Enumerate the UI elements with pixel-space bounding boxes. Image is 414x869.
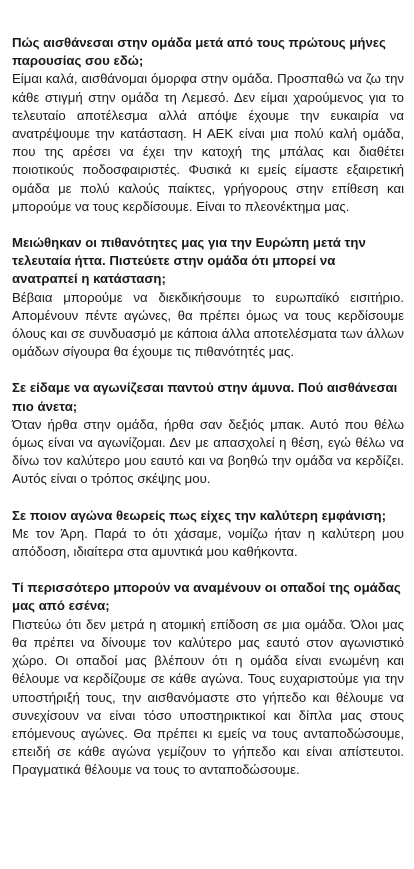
interview-answer: Βέβαια μπορούμε να διεκδικήσουμε το ευρωπαϊκό εισιτήριο. Απομένουν πέντε αγώνες, θα πρέπει όμως να τους κερδίσουμε όλους και σε συνδυασμό με κάποια άλλα αποτελέσματα των άλλων ομάδων σίγουρα θα έχουμε τις πιθανότητές μας. <box>12 289 404 360</box>
qa-block <box>12 234 404 361</box>
interview-question: Σε ποιον αγώνα θεωρείς πως είχες την καλύτερη εμφάνιση; <box>12 507 386 523</box>
interview-answer: Είμαι καλά, αισθάνομαι όμορφα στην ομάδα. Προσπαθώ να ζω την κάθε στιγμή στην ομάδα τη Λεμεσό. Δεν είμαι χαρούμενος για το τελευταίο αποτέλεσμα αλλά απόψε έχουμε την ευκαιρία να ανατρέψουμε την κατάσταση. Η ΑΕΚ είναι μια πολύ καλή ομάδα, που της αρέσει να έχει την κατοχή της μπάλας και διαθέτει ποιοτικούς ποδοσφαιριστές. Φυσικά κι εμείς είμαστε εξαιρετική ομάδα με πολύ καλούς παίκτες, γρήγορους στην επίθεση και μπορούμε να τους κερδίσουμε. Είναι το πλεονέκτημα μας. <box>12 71 404 214</box>
interview-question: Τί περισσότερο μπορούν να αναμένουν οι οπαδοί της ομάδας μας από εσένα; <box>12 580 401 614</box>
interview-question: Πώς αισθάνεσαι στην ομάδα μετά από τους πρώτους μήνες παρουσίας σου εδώ; <box>12 35 386 69</box>
interview-answer: Πιστεύω ότι δεν μετρά η ατομική επίδοση σε μια ομάδα. Όλοι μας θα πρέπει να δίνουμε τον καλύτερο μας εαυτό στον αγωνιστικό χώρο. Οι οπαδοί μας βλέπουν ότι η ομάδα είναι ενωμένη και θέλουμε να κερδίζουμε σε κάθε αγώνα. Τους ευχαριστούμε για την υποστήριξή τους, την αισθανόμαστε στο γήπεδο και θέλουμε να συνεχίσουν να είναι τόσο υποστηρικτικοί και δίπλα μας στους επόμενους αγώνες. Θα πρέπει κι εμείς να τους ανταποδώσουμε, επειδή σε κάθε αγώνα γεμίζουν το γήπεδο και είναι απίστευτοι. Πραγματικά θέλουμε να τους το ανταποδώσουμε. <box>12 616 404 778</box>
qa-block <box>12 507 404 562</box>
qa-block <box>12 579 404 779</box>
interview-article <box>12 34 404 798</box>
interview-answer: Με τον Άρη. Παρά το ότι χάσαμε, νομίζω ήταν η καλύτερη μου απόδοση, ιδιαίτερα στα αμυντικά μου καθήκοντα. <box>12 525 404 560</box>
qa-block <box>12 379 404 488</box>
interview-question: Σε είδαμε να αγωνίζεσαι παντού στην άμυνα. Πού αισθάνεσαι πιο άνετα; <box>12 380 398 414</box>
interview-question: Μειώθηκαν οι πιθανότητες μας για την Ευρώπη μετά την τελευταία ήττα. Πιστεύετε στην ομάδα ότι μπορεί να ανατραπεί η κατάσταση; <box>12 235 366 287</box>
qa-block <box>12 34 404 216</box>
interview-answer: Όταν ήρθα στην ομάδα, ήρθα σαν δεξιός μπακ. Αυτό που θέλω όμως είναι να αγωνίζομαι. Δεν με απασχολεί η θέση, εγώ θέλω να δίνω τον καλύτερο μου εαυτό και να βοηθώ την ομάδα να κερδίζει. Αυτός είναι ο τρόπος σκέψης μου. <box>12 416 404 487</box>
